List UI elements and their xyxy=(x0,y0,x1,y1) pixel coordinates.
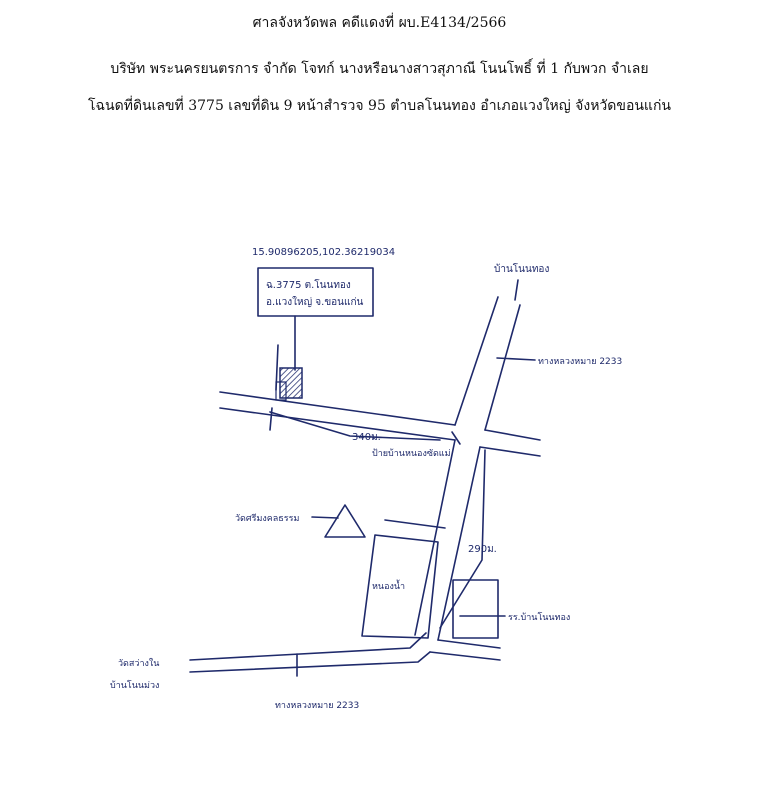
parcel-label-box xyxy=(258,268,373,316)
west-label-line2: บ้านโนนม่วง xyxy=(110,681,160,691)
pointer-temple xyxy=(312,517,338,518)
road-edge xyxy=(430,652,500,660)
west-label-line1: วัดสว่างใน xyxy=(118,659,160,669)
road-edge xyxy=(485,430,540,440)
school-boundary xyxy=(453,580,498,638)
highway-south-label: ทางหลวงหมาย 2233 xyxy=(275,701,360,711)
parties-heading: บริษัท พระนครยนตรการ จำกัด โจทก์ นางหรือนางสาวสุภาณี โนนโพธิ์ ที่ 1 กับพวก จำเลย xyxy=(110,61,649,77)
school-label: รร.บ้านโนนทอง xyxy=(508,613,571,623)
coordinates-label: 15.90896205,102.36219034 xyxy=(252,247,396,258)
parcel-label-line1: ฉ.3775 ต.โนนทอง xyxy=(266,280,351,291)
pointer-highway-north xyxy=(497,358,535,360)
highway-edge xyxy=(415,440,455,635)
road-edge xyxy=(480,447,540,456)
road-edge xyxy=(190,652,430,672)
temple-symbol xyxy=(325,505,365,537)
highway-north-label: ทางหลวงหมาย 2233 xyxy=(538,357,623,367)
shrine-label: ป้ายบ้านหนองซัดแม่ xyxy=(372,449,451,459)
court-case-heading: ศาลจังหวัดพล คดีแดงที่ ผบ.E4134/2566 xyxy=(252,15,507,31)
north-arrow xyxy=(515,280,518,300)
highway-edge xyxy=(485,305,520,430)
title-deed-heading: โฉนดที่ดินเลขที่ 3775 เลขที่ดิน 9 หน้าสำรวจ 95 ตำบลโนนทอง อำเภอแวงใหญ่ จังหวัดขอนแก่น xyxy=(88,98,671,114)
road-edge xyxy=(438,640,500,648)
distance-290-label: 290ม. xyxy=(468,544,497,555)
parcel-label-line2: อ.แวงใหญ่ จ.ขอนแก่น xyxy=(266,297,364,308)
distance-340-label: 340ม. xyxy=(352,432,381,443)
road-edge xyxy=(220,392,455,425)
road-edge xyxy=(220,408,455,440)
temple-label: วัดศรีมงคลธรรม xyxy=(235,514,300,524)
tick-mark xyxy=(452,432,460,444)
subject-parcel xyxy=(280,368,302,398)
side-street xyxy=(385,520,445,528)
village-north-label: บ้านโนนทอง xyxy=(494,264,550,275)
pond-label: หนองน้ำ xyxy=(372,582,406,592)
